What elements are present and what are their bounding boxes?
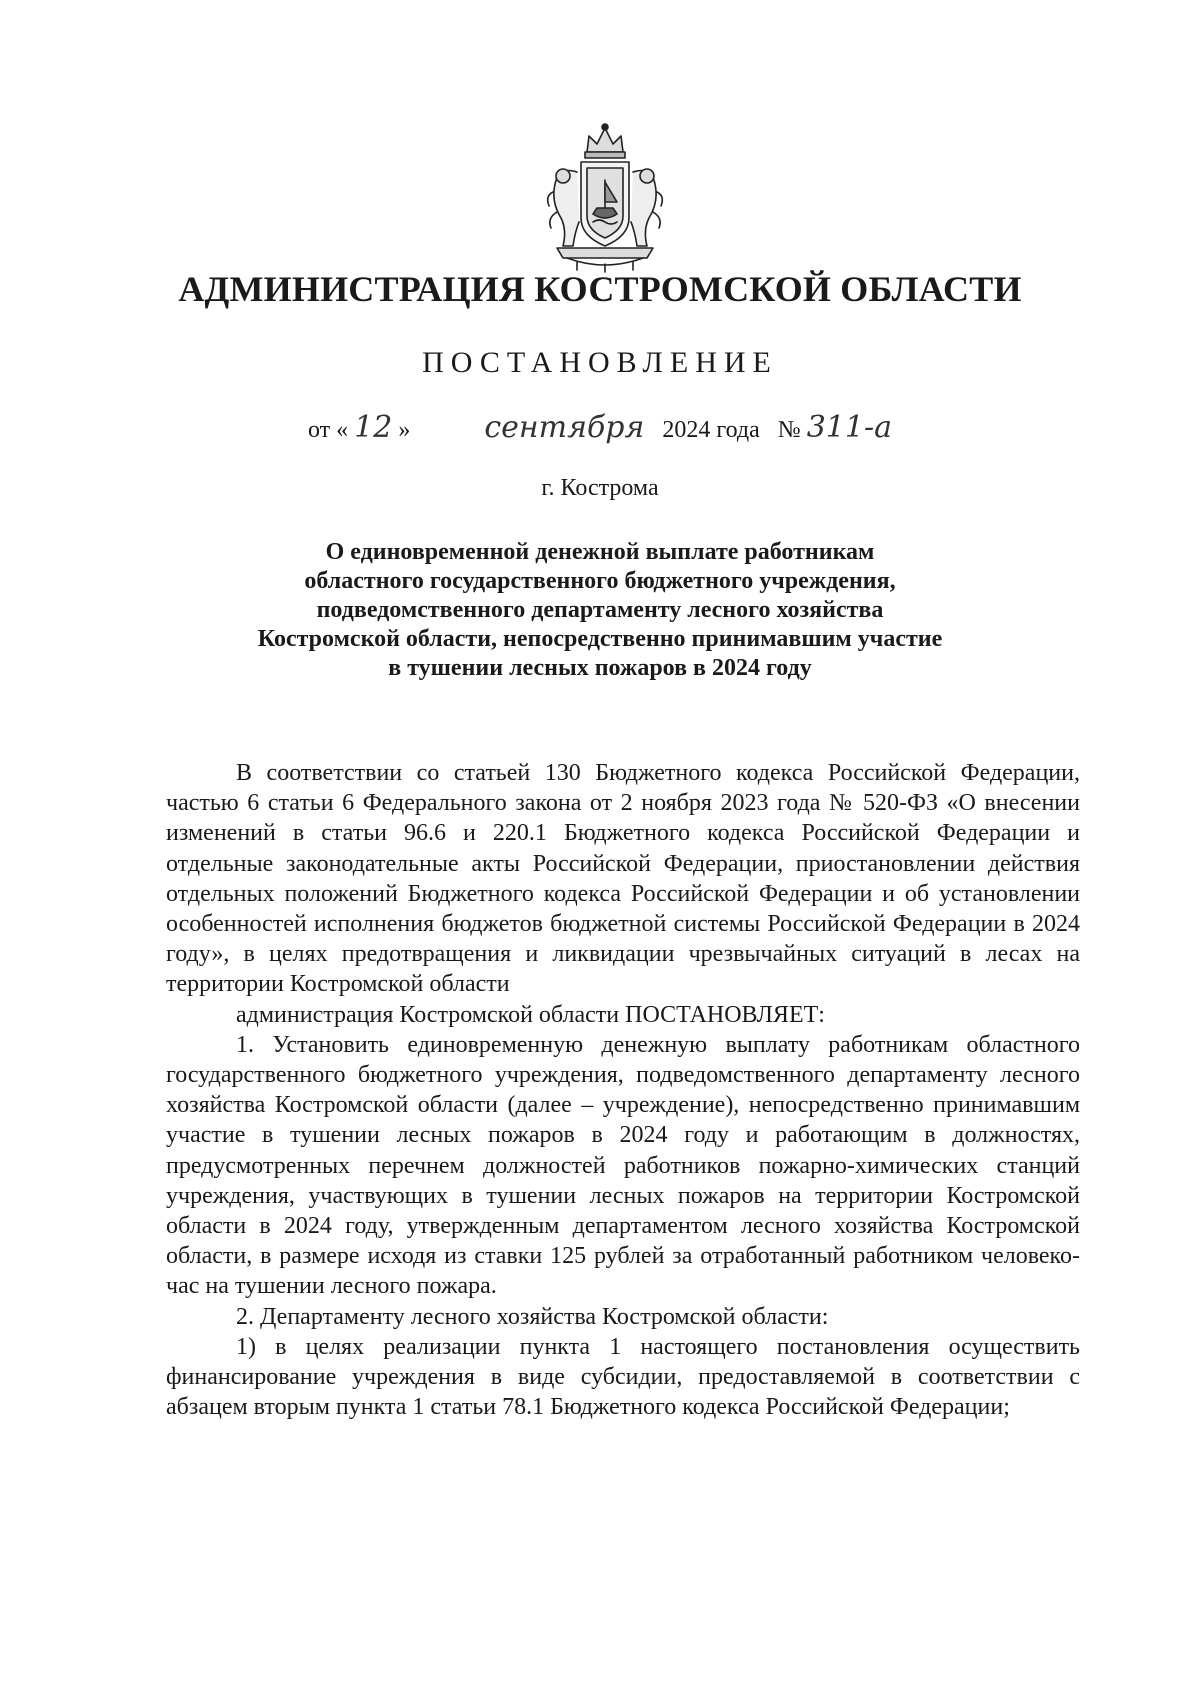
clause-2-paragraph: 2. Департаменту лесного хозяйства Костромской области: [236,1303,829,1330]
organization-name: АДМИНИСТРАЦИЯ КОСТРОМСКОЙ ОБЛАСТИ [178,269,1022,309]
date-year: 2024 года [662,417,760,443]
preamble-paragraph: В соответствии со статьей 130 Бюджетного кодекса Российской Федерации, частью 6 статьи 6 Федерального закона от 2 ноября 2023 года № 520-ФЗ «О внесении изменений в статьи 96.6 и 220.1 Бюджетного кодекса Российской Федерации и отдельные законодательные акты Российской Федерации, приостановлении действия отдельных положений Бюджетного кодекса Российской Федерации и об установлении особенностей исполнения бюджетов бюджетной системы Российской Федерации в 2024 году», в целях предотвращения и ликвидации чрезвычайных ситуаций в лесах на территории Костромской области [166,760,1080,998]
document-number: 311-а [806,410,892,445]
subject-line: подведомственного департаменту лесного хозяйства [316,597,884,623]
coat-of-arms-icon [537,122,673,274]
resolution-paragraph: администрация Костромской области ПОСТАНОВЛЯЕТ: [236,1001,825,1028]
date-line [0,410,1200,445]
clause-2-subitem-1-paragraph: 1) в целях реализации пункта 1 настоящего постановления осуществить финансирование учреждения в виде субсидии, предоставляемой в соответствии с абзацем вторым пункта 1 статьи 78.1 Бюджетного кодекса Российской Федерации; [166,1333,1080,1421]
subject-line: Костромской области, непосредственно принимавшим участие [257,626,943,652]
subject-line: О единовременной денежной выплате работникам [325,539,875,565]
number-sign: № [777,417,801,443]
clause-1-paragraph: 1. Установить единовременную денежную выплату работникам областного государственного бюджетного учреждения, подведомственного департаменту лесного хозяйства Костромской области (далее – учреждение), непосредственно принимавшим участие в тушении лесных пожаров в 2024 году и работающим в должностях, предусмотренных перечнем должностей работников пожарно-химических станций учреждения, участвующих в тушении лесных пожаров на территории Костромской области в 2024 году, утвержденным департаментом лесного хозяйства Костромской области, в размере исходя из ставки 125 рублей за отработанный работником человеко-час на тушении лесного пожара. [166,1031,1080,1300]
quote-close: » [398,417,411,443]
document-subject [150,538,1050,683]
date-month: сентября [484,410,645,445]
quote-open: « [336,417,349,443]
date-prefix: от [308,417,331,443]
document-body [166,758,1080,1422]
subject-line: областного государственного бюджетного учреждения, [304,568,896,594]
subject-line: в тушении лесных пожаров в 2024 году [388,655,812,681]
city: г. Кострома [541,475,659,501]
document-type: ПОСТАНОВЛЕНИЕ [422,346,778,379]
date-day: 12 [354,410,393,445]
